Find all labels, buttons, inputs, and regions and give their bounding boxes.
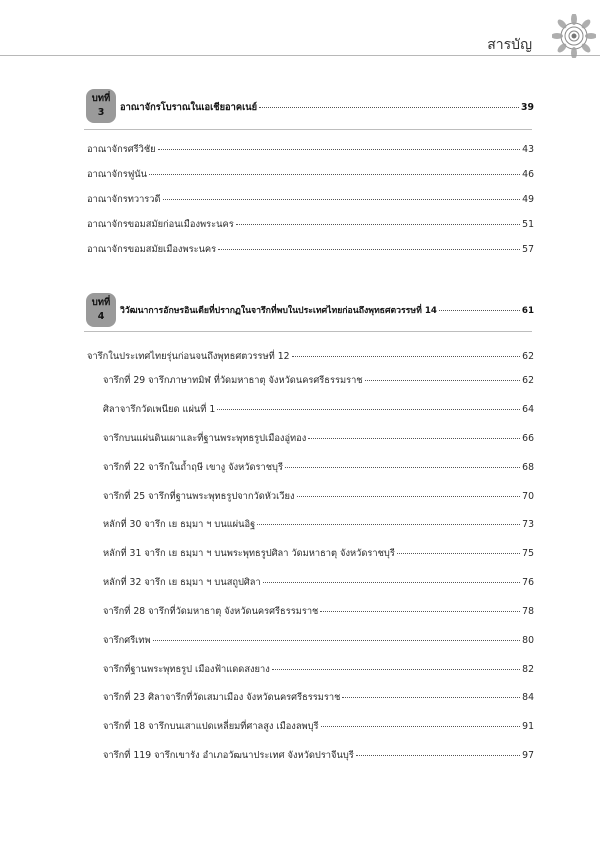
leader-dots	[292, 356, 521, 357]
leader-dots	[397, 553, 520, 554]
entry-title: จารึกที่ 22 จารึกในถ้ำฤษี เขางู จังหวัดราชบุรี	[103, 462, 283, 473]
leader-dots	[257, 524, 520, 525]
leader-dots	[321, 726, 521, 727]
page-number: 64	[522, 404, 534, 415]
leader-dots	[149, 174, 520, 175]
page-number: 73	[522, 519, 534, 530]
page-number: 97	[522, 750, 534, 761]
chapter-chip: บทที่ 4	[86, 293, 116, 327]
leader-dots	[236, 224, 520, 225]
leader-dots	[259, 107, 519, 108]
page-number: 61	[521, 306, 534, 316]
entry-title: อาณาจักรขอมสมัยก่อนเมืองพระนคร	[87, 219, 234, 230]
page-title: สารบัญ	[487, 37, 532, 53]
leader-dots	[153, 640, 521, 641]
toc-entry[interactable]	[103, 489, 534, 504]
chapter-4-title-row[interactable]	[120, 303, 534, 317]
toc-entry[interactable]	[103, 690, 534, 705]
toc-entry[interactable]	[103, 546, 534, 561]
entry-title: จารึกบนแผ่นดินเผาและที่ฐานพระพุทธรูปเมืองอู่ทอง	[103, 433, 307, 444]
entry-title: ศิลาจารึกวัดเพนียด แผ่นที่ 1	[103, 404, 216, 415]
entry-title: หลักที่ 31 จารึก เย ธมฺมา ฯ บนพระพุทธรูปศิลา วัดมหาธาตุ จังหวัดราชบุรี	[103, 548, 395, 559]
entry-title: จารึกศรีเทพ	[103, 635, 151, 646]
toc-entry[interactable]	[103, 604, 534, 619]
section-title: จารึกในประเทศไทยรุ่นก่อนจนถึงพุทธศตวรรษที่ 12	[87, 351, 290, 362]
chapter-3-heading[interactable]	[86, 89, 120, 123]
toc-entry[interactable]	[87, 192, 534, 207]
entry-title: หลักที่ 32 จารึก เย ธมฺมา ฯ บนสถูปศิลา	[103, 577, 261, 588]
lotus-mandala-icon	[552, 14, 596, 58]
chapter-4-rule	[84, 331, 532, 332]
entry-title: จารึกที่ 28 จารึกที่วัดมหาธาตุ จังหวัดนครศรีธรรมราช	[103, 606, 319, 617]
leader-dots	[342, 697, 520, 698]
toc-entry[interactable]	[103, 517, 534, 532]
page-number: 43	[522, 144, 534, 155]
page-number: 49	[522, 194, 534, 205]
leader-dots	[272, 669, 520, 670]
page-number: 70	[522, 491, 534, 502]
leader-dots	[365, 380, 521, 381]
leader-dots	[439, 310, 520, 311]
entry-title: จารึกที่ 23 ศิลาจารึกที่วัดเสมาเมือง จังหวัดนครศรีธรรมราช	[103, 692, 341, 703]
page-number: 78	[522, 606, 534, 617]
page-number: 57	[522, 244, 534, 255]
leader-dots	[163, 199, 521, 200]
entry-title: หลักที่ 30 จารึก เย ธมฺมา ฯ บนแผ่นอิฐ	[103, 519, 256, 530]
page-number: 84	[522, 692, 534, 703]
leader-dots	[158, 149, 521, 150]
toc-entry[interactable]	[103, 748, 534, 763]
entry-title: จารึกที่ 18 จารึกบนเสาแปดเหลี่ยมที่ศาลสูง เมืองลพบุรี	[103, 721, 319, 732]
page-number: 82	[522, 664, 534, 675]
chapter-3-title-row[interactable]	[120, 100, 534, 115]
chapter-chip: บทที่ 3	[86, 89, 116, 123]
toc-entry[interactable]	[103, 373, 534, 388]
chapter-3-rule	[84, 129, 532, 130]
page-number: 39	[521, 102, 534, 113]
leader-dots	[217, 409, 520, 410]
page-number: 75	[522, 548, 534, 559]
entry-title: จารึกที่ 29 จารึกภาษาทมิฬ ที่วัดมหาธาตุ จังหวัดนครศรีธรรมราช	[103, 375, 363, 386]
toc-entry[interactable]	[87, 167, 534, 182]
toc-entry[interactable]	[87, 242, 534, 257]
leader-dots	[320, 611, 520, 612]
toc-entry[interactable]	[103, 575, 534, 590]
chapter-title: อาณาจักรโบราณในเอเชียอาคเนย์	[120, 102, 258, 113]
entry-title: อาณาจักรฟูนัน	[87, 169, 148, 180]
toc-entry[interactable]	[103, 460, 534, 475]
leader-dots	[297, 496, 521, 497]
chapter-4-heading[interactable]	[86, 293, 120, 327]
toc-entry[interactable]	[87, 217, 534, 232]
page-number: 62	[522, 375, 534, 386]
leader-dots	[285, 467, 520, 468]
toc-entry[interactable]	[103, 633, 534, 648]
toc-section[interactable]	[87, 349, 534, 364]
entry-title: จารึกที่ฐานพระพุทธรูป เมืองฟ้าแดดสงยาง	[103, 664, 270, 675]
page-number: 51	[522, 219, 534, 230]
toc-entry[interactable]	[103, 402, 534, 417]
toc-entry[interactable]	[103, 431, 534, 446]
page-number: 66	[522, 433, 534, 444]
entry-title: จารึกที่ 119 จารึกเขารัง อำเภอวัฒนาประเทศ จังหวัดปราจีนบุรี	[103, 750, 354, 761]
toc-entry[interactable]	[103, 719, 534, 734]
entry-title: อาณาจักรทวารวดี	[87, 194, 161, 205]
leader-dots	[263, 582, 520, 583]
entry-title: อาณาจักรศรีวิชัย	[87, 144, 156, 155]
chapter-title: วิวัฒนาการอักษรอินเดียที่ปรากฏในจารึกที่พบในประเทศไทยก่อนถึงพุทธศตวรรษที่ 14	[120, 306, 437, 316]
toc-entry[interactable]	[87, 142, 534, 157]
entry-title: อาณาจักรขอมสมัยเมืองพระนคร	[87, 244, 217, 255]
page-number: 68	[522, 462, 534, 473]
entry-title: จารึกที่ 25 จารึกที่ฐานพระพุทธรูปจากวัดหัวเวียง	[103, 491, 295, 502]
toc-entry[interactable]	[103, 662, 534, 677]
page-number: 46	[522, 169, 534, 180]
page-number: 91	[522, 721, 534, 732]
leader-dots	[356, 755, 520, 756]
page-number: 62	[522, 351, 534, 362]
leader-dots	[308, 438, 520, 439]
leader-dots	[218, 249, 520, 250]
page-number: 76	[522, 577, 534, 588]
page-number: 80	[522, 635, 534, 646]
